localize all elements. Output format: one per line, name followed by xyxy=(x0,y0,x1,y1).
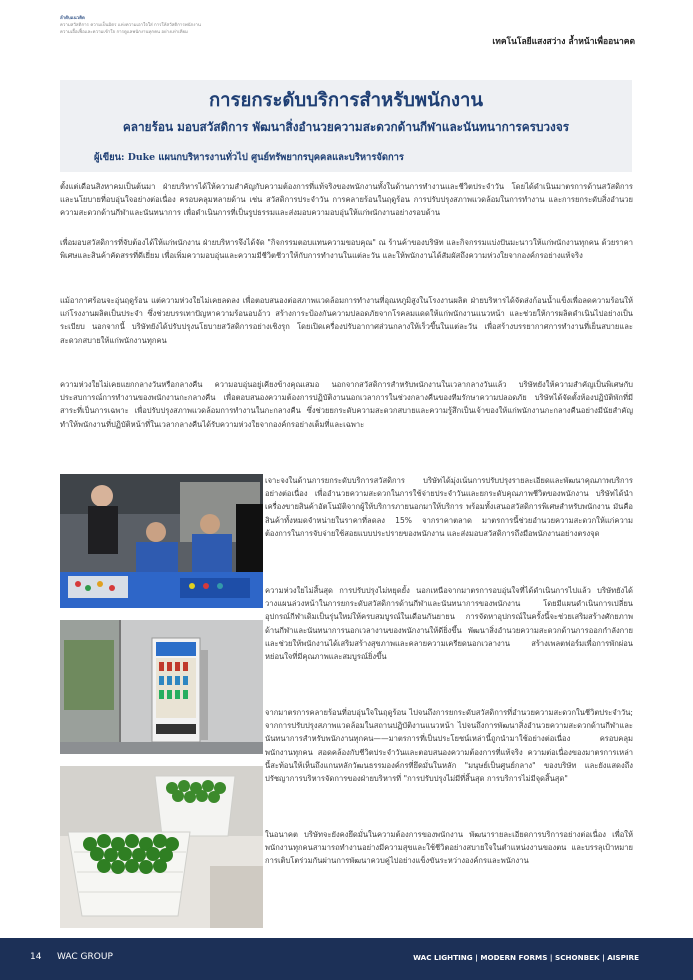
header-left-line: ความสวัสดิการ ความเป็นมิตร แห่งความเอาใจใส่ การให้สวัสดิการพนักงาน xyxy=(60,23,201,28)
header-left-heading: ลำดับแนวคิด xyxy=(60,16,85,21)
article-subtitle: คลายร้อน มอบสวัสดิการ พัฒนาสิ่งอำนวยความสะดวกด้านกีฬาและนันทนาการครบวงจร xyxy=(122,120,570,134)
photo-lime-baskets xyxy=(60,766,263,928)
paragraph: เพื่อมอบสวัสดิการที่จับต้องได้ให้แก่พนักงาน ฝ่ายบริหารจึงได้จัด "กิจกรรมตอบแทนความขอบคุณ" ณ ร้านค้าของบริษัท และกิจกรรมแบ่งปันมะนาวให้แก่พนักงานทุกคน ด้วยราคาพิเศษและสินค้าคัดสรรที่ดีเยี่ยม เพื่อเพิ่มความอบอุ่นและความมีชีวิตชีวาให้กับการทำงานในแต่ละวัน และให้พนักงานได้สัมผัสถึงความห่วงใยจากองค์กรอย่างแท้จริง xyxy=(60,238,633,261)
paragraph: ความห่วงใยไม่สิ้นสุด การปรับปรุงไม่หยุดยั้ง นอกเหนือจากมาตรการอบอุ่นใจที่ได้ดำเนินการไปแล้ว บริษัทยังได้วางแผนล่วงหน้าในการยกระดับสวัสดิการด้านกีฬาและนันทนาการของพนักงาน โดยมีแผนดำเนินการเปลี่ยนอุปกรณ์กีฬาเดิมเป็นรุ่นใหม่ให้ครบสมบูรณ์ในเดือนกันยายน การจัดหาอุปกรณ์ในครั้งนี้จะช่วยเสริมสร้างศักยภาพด้านกีฬาและนันทนาการนอกเวลางานของพนักงานให้ดียิ่งขึ้น พัฒนาสิ่งอำนวยความสะดวกด้านการออกกำลังกาย และช่วยให้พนักงานได้เสริมสร้างสุขภาพและคลายความเครียดนอกเวลางาน สร้างเพลตฟอร์มเพื่อการพักผ่อนหย่อนใจที่มีคุณภาพและสมบูรณ์ยิ่งขึ้น xyxy=(265,586,633,662)
paragraph: ในอนาคต บริษัทจะยังคงยึดมั่นในความต้องการของพนักงาน พัฒนารายละเอียดการบริการอย่างต่อเนื่อง เพื่อให้พนักงานทุกคนสามารถทำงานอย่างมีความสุขและใช้ชีวิตอย่างสบายใจในตำแหน่งงานของตน และบรรลุเป้าหมายการเติบโตร่วมกันผ่านการพัฒนาควบคู่ไปอย่างแข็งขันระหว่างองค์กรและพนักงาน xyxy=(265,830,633,866)
paragraph: จากมาตรการคลายร้อนที่อบอุ่นใจในฤดูร้อน ไปจนถึงการยกระดับสวัสดิการที่อำนวยความสะดวกในชีวิตประจำวัน; จากการปรับปรุงสภาพแวดล้อมในสถานปฏิบัติงานแนวหน้า ไปจนถึงการพัฒนาสิ่งอำนวยความสะดวกด้านกีฬาและนันทนาการสำหรับพนักงานทุกคน——มาตรการที่เป็นประโยชน์เหล่านี้ถูกนำมาใช้อย่างต่อเนื่อง ครอบคลุมพนักงานทุกคน สอดคล้องกับชีวิตประจำวันและตอบสนองความต้องการที่แท้จริง ความต่อเนื่องของมาตรการเหล่านี้สะท้อนให้เห็นถึงแกนหลักวัฒนธรรมองค์กรที่ยึดมั่นในหลัก "มนุษย์เป็นศูนย์กลาง" ของบริษัท และยังแสดงถึงปรัชญาการบริหารจัดการของฝ่ายบริหารที่ "การปรับปรุงไม่มีที่สิ้นสุด การบริการไม่มีจุดสิ้นสุด" xyxy=(265,708,633,784)
photo-staff-sorting-drinks xyxy=(60,474,263,608)
header-left-block xyxy=(60,15,300,36)
article-author: ผู้เขียน: Duke แผนกบริหารงานทั่วไป ศูนย์ทรัพยากรบุคคลและบริหารจัดการ xyxy=(94,152,404,163)
page-footer xyxy=(0,938,693,980)
paragraph: เจาะจงในด้านการยกระดับบริการสวัสดิการ บริษัทได้มุ่งเน้นการปรับปรุงรายละเอียดและพัฒนาคุณภาพบริการอย่างต่อเนื่อง เพื่ออำนวยความสะดวกในการใช้จ่ายประจำวันและยกระดับคุณภาพชีวิตของพนักงาน บริษัทได้นำเครื่องขายสินค้าอัตโนมัติจากผู้ให้บริการภายนอกมาให้บริการ พร้อมทั้งเสนอสวัสดิการพิเศษสำหรับพนักงาน มันคือสินค้าทั้งหมดจำหน่ายในราคาที่ลดลง 15% จากราคาตลาด มาตรการนี้ช่วยอำนวยความสะดวกให้แก่ความต้องการในการจับจ่ายใช้สอยแบบประปรายของพนักงาน และส่งมอบสวัสดิการถึงมือพนักงานอย่างตรงจุด xyxy=(265,476,633,538)
photo-vending-machine xyxy=(60,620,263,754)
footer-brands-line: WAC LIGHTING | MODERN FORMS | SCHONBEK | AISPIRE xyxy=(413,953,639,962)
paragraph: แม้อากาศร้อนจะอุ่นฤดูร้อน แต่ความห่วงใยไม่เคยลดลง เพื่อตอบสนองต่อสภาพแวดล้อมการทำงานที่อุณหภูมิสูงในโรงงานผลิต ฝ่ายบริหารได้จัดส่งก้อนน้ำแข็งเพื่อลดความร้อนให้แก่โรงงานผลิตเป็นประจำ ซึ่งช่วยบรรเทาปัญหาความร้อนอบอ้าว สร้างการะป้องกันความปลอดภัยจากโรคลมแดดให้แก่พนักงานแนวหน้า และช่วยให้การผลิตดำเนินไปอย่างเป็นระเบียบ นอกจากนี้ บริษัทยังได้ปรับปรุงนโยบายสวัสดิการอย่างเชิงรุก โดยเปิดเครื่องปรับอากาศส่วนกลางให้เร็วขึ้นในแต่ละวัน เพื่อสร้างบรรยากาศการทำงานที่เย็นสบายและสะดวกสบายให้แก่พนักงานทุกคน xyxy=(60,296,633,345)
header-left-line: ความเอื้อเฟื้อและความเข้าใจ การดูแลพนักงานทุกคน อย่างเท่าเทียม xyxy=(60,30,188,35)
footer-brand: WAC GROUP xyxy=(57,952,113,962)
article-title: การยกระดับบริการสำหรับพนักงาน xyxy=(208,90,484,111)
paragraph: ความห่วงใยไม่เคยแยกกลางวันหรือกลางคืน ความอบอุ่นอยู่เคียงข้างคุณเสมอ นอกจากสวัสดิการสำหรับพนักงานในเวลากลางวันแล้ว บริษัทยังให้ความสำคัญเป็นพิเศษกับประสบการณ์การทำงานของพนักงานกะกลางคืน เพื่อตอบสนองความต้องการปฏิบัติงานนอกเวลาการในช่วงกลางคืนของทีมรักษาความปลอดภัย บริษัทได้จัดตั้งห้องปฏิบัติพักที่มีสาระที่เป็นการเฉพาะ เพื่อปรับปรุงสภาพแวดล้อมการทำงานในกะกลางคืน ซึ่งช่วยยกระดับความสะดวกสบายและความรู้สึกเป็นเจ้าของให้แก่พนักงานกะกลางคืนอย่างมีนัยสำคัญ ทำให้พนักงานที่ปฏิบัติหน้าที่ในเวลากลางคืนได้รับความห่วงใยจากองค์กรอย่างเต็มที่และเฉพาะ xyxy=(60,380,633,429)
header-tagline: เทคโนโลยีแสงสว่าง ล้ำหน้าเพื่ออนาคต xyxy=(492,37,635,47)
page-number: 14 xyxy=(30,952,42,962)
title-panel xyxy=(60,80,632,172)
paragraph: ตั้งแต่เดือนสิงหาคมเป็นต้นมา ฝ่ายบริหารได้ให้ความสำคัญกับความต้องการที่แท้จริงของพนักงานทั้งในด้านการทำงานและชีวิตประจำวัน โดยได้ดำเนินมาตรการด้านสวัสดิการและนโยบายที่อบอุ่นใจอย่างต่อเนื่อง ครอบคลุมหลายด้าน เช่น สวัสดิการประจำวัน การคลายร้อนในฤดูร้อน การปรับปรุงสภาพแวดล้อมในการทำงาน และการยกระดับสิ่งอำนวยความสะดวกด้านกีฬาและนันทนาการ เพื่อดำเนินการที่เป็นรูปธรรมและส่งมอบความอบอุ่นให้แก่พนักงานอย่างรอบด้าน xyxy=(60,182,633,218)
